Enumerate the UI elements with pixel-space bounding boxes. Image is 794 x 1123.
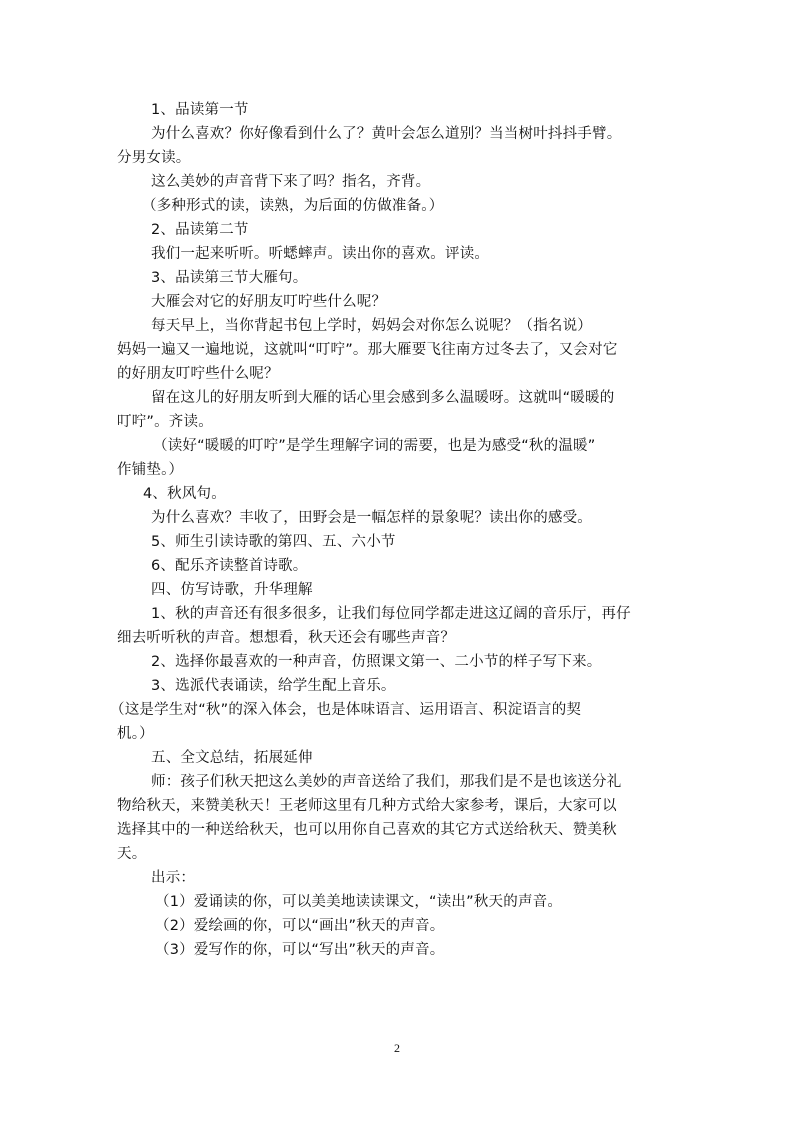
text-line: 物给秋天，来赞美秋天！王老师这里有几种方式给大家参考，课后，大家可以 — [117, 798, 617, 814]
text-line: 四、仿写诗歌，升华理解 — [151, 582, 313, 598]
text-line: 2、选择你最喜欢的一种声音，仿照课文第一、二小节的样子写下来。 — [151, 654, 602, 670]
text-line: 3、品读第三节大雁句。 — [151, 270, 308, 286]
text-line: 作铺垫。） — [117, 462, 184, 478]
text-line: 选择其中的一种送给秋天，也可以用你自己喜欢的其它方式送给秋天、赞美秋 — [117, 822, 617, 838]
text-line: （读好“暖暖的叮咛”是学生理解字词的需要，也是为感受“秋的温暖” — [153, 438, 596, 454]
text-line: 天。 — [117, 846, 147, 862]
text-line: （多种形式的读，读熟，为后面的仿做准备。） — [142, 198, 444, 214]
text-line: 五、全文总结，拓展延伸 — [151, 750, 313, 766]
text-line: 这么美妙的声音背下来了吗？指名，齐背。 — [151, 174, 431, 190]
text-line: 为什么喜欢？丰收了，田野会是一幅怎样的景象呢？读出你的感受。 — [151, 510, 592, 526]
text-line: 细去听听秋的声音。想想看，秋天还会有哪些声音？ — [117, 630, 456, 646]
text-line: （3）爱写作的你，可以“写出”秋天的声音。 — [155, 942, 445, 958]
text-line: （1）爱诵读的你，可以美美地读读课文，“读出”秋天的声音。 — [155, 894, 563, 910]
text-line: 出示： — [151, 870, 196, 886]
text-line: 师：孩子们秋天把这么美妙的声音送给了我们，那我们是不是也该送分礼 — [151, 774, 622, 790]
text-line: 1、品读第一节 — [151, 102, 249, 118]
text-line: （这是学生对“秋”的深入体会，也是体味语言、运用语言、积淀语言的契 — [110, 702, 582, 718]
text-line: 2、品读第二节 — [151, 222, 249, 238]
text-line: 留在这儿的好朋友听到大雁的话心里会感到多么温暖呀。这就叫“暖暖的 — [151, 390, 615, 406]
text-line: 妈妈一遍又一遍地说，这就叫“叮咛”。那大雁要飞往南方过冬去了，又会对它 — [117, 342, 618, 358]
text-line: 我们一起来听听。听蟋蟀声。读出你的喜欢。评读。 — [151, 246, 490, 262]
text-line: 6、配乐齐读整首诗歌。 — [151, 558, 308, 574]
text-line: 的好朋友叮咛些什么呢？ — [117, 366, 279, 382]
text-line: 3、选派代表诵读，给学生配上音乐。 — [151, 678, 396, 694]
text-line: 大雁会对它的好朋友叮咛些什么呢？ — [151, 294, 387, 310]
text-line: 为什么喜欢？你好像看到什么了？黄叶会怎么道别？当当树叶抖抖手臂。 — [151, 126, 622, 142]
text-line: 1、秋的声音还有很多很多，让我们每位同学都走进这辽阔的音乐厅，再仔 — [151, 606, 631, 622]
text-line: 5、师生引读诗歌的第四、五、六小节 — [151, 534, 396, 550]
page-number: 2 — [394, 1041, 400, 1055]
text-line: 每天早上，当你背起书包上学时，妈妈会对你怎么说呢？（指名说） — [151, 318, 592, 334]
text-line: 4、秋风句。 — [143, 486, 226, 502]
text-line: 叮咛”。齐读。 — [117, 414, 213, 430]
text-line: （2）爱绘画的你，可以“画出”秋天的声音。 — [155, 918, 445, 934]
text-line: 分男女读。 — [117, 150, 191, 166]
text-line: 机。） — [117, 726, 154, 742]
